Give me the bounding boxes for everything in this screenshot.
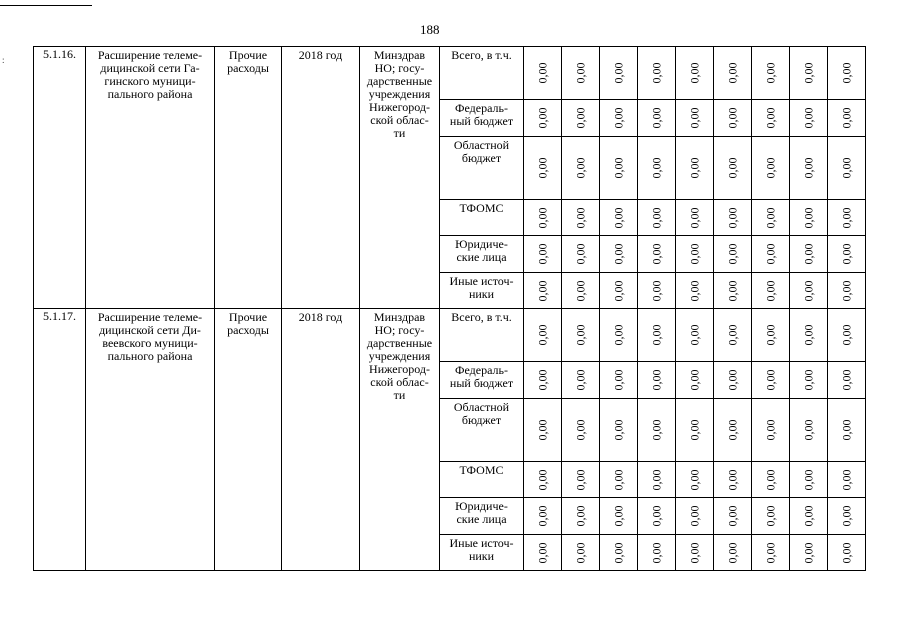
table-row	[34, 309, 866, 362]
amount: 0,00	[649, 207, 663, 228]
amount: 0,00	[687, 107, 701, 129]
value-cell	[638, 462, 676, 498]
value-cell	[562, 399, 600, 462]
value-cell	[524, 137, 562, 200]
value-cell	[524, 462, 562, 498]
value-cell	[790, 100, 828, 137]
amount: 0,00	[725, 207, 739, 228]
item-name: Расширение телеме- дицинской сети Га- гинского муници- пального района	[86, 47, 215, 309]
amount: 0,00	[839, 419, 853, 441]
amount: 0,00	[649, 280, 663, 301]
value-cell	[752, 236, 790, 273]
value-cell	[676, 236, 714, 273]
amount: 0,00	[839, 280, 853, 301]
amount: 0,00	[687, 369, 701, 391]
value-cell	[828, 200, 866, 236]
value-cell	[638, 362, 676, 399]
amount: 0,00	[801, 324, 815, 346]
value-cell	[714, 236, 752, 273]
amount: 0,00	[573, 207, 587, 228]
value-cell	[828, 273, 866, 309]
amount: 0,00	[649, 324, 663, 346]
amount: 0,00	[839, 62, 853, 84]
amount: 0,00	[535, 280, 549, 301]
amount: 0,00	[611, 419, 625, 441]
value-cell	[752, 399, 790, 462]
funding-source: Федераль- ный бюджет	[440, 100, 524, 137]
value-cell	[752, 47, 790, 100]
amount: 0,00	[535, 107, 549, 129]
value-cell	[676, 399, 714, 462]
item-number: 5.1.17.	[34, 309, 86, 571]
value-cell	[562, 462, 600, 498]
value-cell	[714, 273, 752, 309]
value-cell	[676, 273, 714, 309]
amount: 0,00	[535, 157, 549, 179]
value-cell	[714, 399, 752, 462]
amount: 0,00	[725, 369, 739, 391]
value-cell	[828, 47, 866, 100]
amount: 0,00	[839, 324, 853, 346]
value-cell	[752, 137, 790, 200]
value-cell	[524, 498, 562, 535]
value-cell	[676, 100, 714, 137]
amount: 0,00	[611, 542, 625, 563]
value-cell	[790, 47, 828, 100]
amount: 0,00	[687, 62, 701, 84]
amount: 0,00	[535, 369, 549, 391]
amount: 0,00	[649, 107, 663, 129]
value-cell	[828, 309, 866, 362]
value-cell	[828, 535, 866, 571]
amount: 0,00	[535, 542, 549, 563]
value-cell	[714, 309, 752, 362]
page-number: 188	[420, 22, 440, 37]
value-cell	[714, 47, 752, 100]
value-cell	[638, 47, 676, 100]
amount: 0,00	[649, 243, 663, 265]
amount: 0,00	[801, 505, 815, 527]
value-cell	[600, 535, 638, 571]
value-cell	[790, 462, 828, 498]
amount: 0,00	[763, 419, 777, 441]
amount: 0,00	[763, 107, 777, 129]
value-cell	[790, 137, 828, 200]
value-cell	[638, 498, 676, 535]
amount: 0,00	[801, 469, 815, 490]
value-cell	[828, 462, 866, 498]
amount: 0,00	[611, 505, 625, 527]
value-cell	[828, 137, 866, 200]
value-cell	[714, 498, 752, 535]
funding-source: Юридиче- ские лица	[440, 498, 524, 535]
amount: 0,00	[763, 157, 777, 179]
amount: 0,00	[649, 157, 663, 179]
value-cell	[638, 309, 676, 362]
value-cell	[828, 399, 866, 462]
funding-source: Всего, в т.ч.	[440, 309, 524, 362]
amount: 0,00	[611, 280, 625, 301]
value-cell	[828, 236, 866, 273]
value-cell	[790, 399, 828, 462]
value-cell	[676, 498, 714, 535]
value-cell	[790, 236, 828, 273]
amount: 0,00	[611, 243, 625, 265]
value-cell	[752, 498, 790, 535]
amount: 0,00	[839, 243, 853, 265]
value-cell	[752, 309, 790, 362]
value-cell	[714, 362, 752, 399]
value-cell	[752, 100, 790, 137]
value-cell	[676, 309, 714, 362]
value-cell	[600, 47, 638, 100]
funding-source: Иные источ- ники	[440, 273, 524, 309]
funding-source: Иные источ- ники	[440, 535, 524, 571]
amount: 0,00	[839, 369, 853, 391]
value-cell	[790, 535, 828, 571]
amount: 0,00	[763, 542, 777, 563]
value-cell	[676, 137, 714, 200]
amount: 0,00	[725, 243, 739, 265]
value-cell	[638, 399, 676, 462]
expense-type: Прочие расходы	[215, 309, 282, 571]
value-cell	[752, 462, 790, 498]
amount: 0,00	[763, 369, 777, 391]
value-cell	[562, 47, 600, 100]
value-cell	[638, 100, 676, 137]
amount: 0,00	[611, 324, 625, 346]
amount: 0,00	[535, 243, 549, 265]
value-cell	[524, 535, 562, 571]
amount: 0,00	[687, 207, 701, 228]
value-cell	[524, 236, 562, 273]
value-cell	[790, 273, 828, 309]
value-cell	[828, 498, 866, 535]
amount: 0,00	[611, 469, 625, 490]
value-cell	[524, 362, 562, 399]
value-cell	[600, 362, 638, 399]
amount: 0,00	[611, 157, 625, 179]
value-cell	[714, 100, 752, 137]
amount: 0,00	[687, 419, 701, 441]
year: 2018 год	[282, 47, 360, 309]
value-cell	[790, 498, 828, 535]
amount: 0,00	[573, 369, 587, 391]
amount: 0,00	[839, 542, 853, 563]
amount: 0,00	[573, 469, 587, 490]
value-cell	[600, 100, 638, 137]
amount: 0,00	[573, 157, 587, 179]
value-cell	[676, 535, 714, 571]
funding-source: Всего, в т.ч.	[440, 47, 524, 100]
amount: 0,00	[687, 243, 701, 265]
value-cell	[600, 273, 638, 309]
amount: 0,00	[687, 542, 701, 563]
value-cell	[714, 137, 752, 200]
amount: 0,00	[725, 324, 739, 346]
value-cell	[562, 309, 600, 362]
value-cell	[600, 137, 638, 200]
value-cell	[714, 462, 752, 498]
item-name: Расширение телеме- дицинской сети Ди- веевского муници- пального района	[86, 309, 215, 571]
amount: 0,00	[611, 369, 625, 391]
amount: 0,00	[839, 469, 853, 490]
amount: 0,00	[763, 324, 777, 346]
amount: 0,00	[611, 207, 625, 228]
value-cell	[676, 200, 714, 236]
amount: 0,00	[763, 243, 777, 265]
amount: 0,00	[725, 280, 739, 301]
amount: 0,00	[801, 157, 815, 179]
amount: 0,00	[801, 542, 815, 563]
value-cell	[676, 47, 714, 100]
value-cell	[600, 200, 638, 236]
value-cell	[600, 462, 638, 498]
funding-source: Областной бюджет	[440, 399, 524, 462]
amount: 0,00	[725, 157, 739, 179]
funding-source: ТФОМС	[440, 462, 524, 498]
amount: 0,00	[763, 62, 777, 84]
amount: 0,00	[687, 324, 701, 346]
value-cell	[752, 273, 790, 309]
value-cell	[562, 273, 600, 309]
amount: 0,00	[725, 62, 739, 84]
value-cell	[562, 535, 600, 571]
value-cell	[752, 535, 790, 571]
amount: 0,00	[801, 62, 815, 84]
value-cell	[524, 399, 562, 462]
value-cell	[714, 535, 752, 571]
value-cell	[562, 236, 600, 273]
item-number: 5.1.16.	[34, 47, 86, 309]
value-cell	[752, 200, 790, 236]
value-cell	[524, 200, 562, 236]
amount: 0,00	[763, 207, 777, 228]
amount: 0,00	[801, 207, 815, 228]
amount: 0,00	[839, 107, 853, 129]
amount: 0,00	[725, 505, 739, 527]
funding-source: ТФОМС	[440, 200, 524, 236]
year: 2018 год	[282, 309, 360, 571]
value-cell	[562, 362, 600, 399]
value-cell	[524, 273, 562, 309]
amount: 0,00	[535, 324, 549, 346]
table-row	[34, 47, 866, 100]
value-cell	[676, 462, 714, 498]
amount: 0,00	[763, 505, 777, 527]
amount: 0,00	[611, 62, 625, 84]
value-cell	[828, 100, 866, 137]
amount: 0,00	[801, 107, 815, 129]
amount: 0,00	[725, 542, 739, 563]
amount: 0,00	[687, 505, 701, 527]
amount: 0,00	[725, 469, 739, 490]
value-cell	[638, 137, 676, 200]
amount: 0,00	[573, 243, 587, 265]
top-rule	[0, 5, 92, 6]
amount: 0,00	[573, 280, 587, 301]
executor: Минздрав НО; госу- дарственные учреждения Нижегород- ской облас- ти	[360, 309, 440, 571]
amount: 0,00	[687, 469, 701, 490]
value-cell	[790, 309, 828, 362]
amount: 0,00	[649, 62, 663, 84]
value-cell	[638, 200, 676, 236]
amount: 0,00	[649, 419, 663, 441]
value-cell	[562, 137, 600, 200]
amount: 0,00	[535, 469, 549, 490]
amount: 0,00	[801, 419, 815, 441]
value-cell	[600, 309, 638, 362]
value-cell	[524, 47, 562, 100]
amount: 0,00	[649, 505, 663, 527]
value-cell	[638, 236, 676, 273]
amount: 0,00	[687, 280, 701, 301]
amount: 0,00	[801, 369, 815, 391]
funding-table	[33, 46, 866, 571]
amount: 0,00	[763, 469, 777, 490]
value-cell	[676, 362, 714, 399]
value-cell	[600, 236, 638, 273]
amount: 0,00	[535, 62, 549, 84]
funding-source: Областной бюджет	[440, 137, 524, 200]
amount: 0,00	[839, 157, 853, 179]
value-cell	[790, 362, 828, 399]
amount: 0,00	[839, 505, 853, 527]
amount: 0,00	[535, 505, 549, 527]
amount: 0,00	[573, 542, 587, 563]
amount: 0,00	[801, 280, 815, 301]
amount: 0,00	[573, 505, 587, 527]
value-cell	[524, 100, 562, 137]
amount: 0,00	[573, 324, 587, 346]
amount: 0,00	[801, 243, 815, 265]
value-cell	[562, 100, 600, 137]
value-cell	[714, 200, 752, 236]
amount: 0,00	[535, 419, 549, 441]
amount: 0,00	[839, 207, 853, 228]
value-cell	[828, 362, 866, 399]
amount: 0,00	[649, 469, 663, 490]
amount: 0,00	[649, 542, 663, 563]
amount: 0,00	[649, 369, 663, 391]
value-cell	[790, 200, 828, 236]
value-cell	[638, 535, 676, 571]
funding-source: Юридиче- ские лица	[440, 236, 524, 273]
amount: 0,00	[763, 280, 777, 301]
margin-marks: :	[2, 55, 5, 65]
value-cell	[600, 498, 638, 535]
value-cell	[752, 362, 790, 399]
value-cell	[524, 309, 562, 362]
value-cell	[638, 273, 676, 309]
amount: 0,00	[725, 107, 739, 129]
amount: 0,00	[535, 207, 549, 228]
executor: Минздрав НО; госу- дарственные учреждения Нижегород- ской облас- ти	[360, 47, 440, 309]
value-cell	[562, 498, 600, 535]
amount: 0,00	[725, 419, 739, 441]
value-cell	[600, 399, 638, 462]
value-cell	[562, 200, 600, 236]
expense-type: Прочие расходы	[215, 47, 282, 309]
amount: 0,00	[573, 107, 587, 129]
amount: 0,00	[573, 419, 587, 441]
amount: 0,00	[573, 62, 587, 84]
amount: 0,00	[611, 107, 625, 129]
amount: 0,00	[687, 157, 701, 179]
funding-source: Федераль- ный бюджет	[440, 362, 524, 399]
